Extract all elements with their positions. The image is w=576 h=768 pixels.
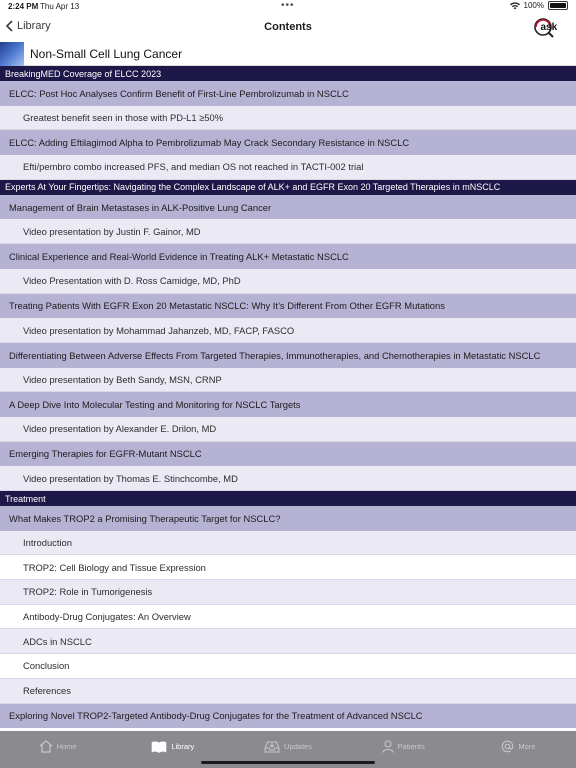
row-label: Antibody-Drug Conjugates: An Overview: [23, 611, 191, 623]
content-subitem[interactable]: [0, 417, 576, 442]
tab-label: More: [518, 742, 536, 751]
content-subitem[interactable]: [0, 155, 576, 180]
row-label: Video presentation by Justin F. Gainor, MD: [23, 225, 201, 237]
content-subitem[interactable]: [0, 531, 576, 556]
content-item[interactable]: [0, 343, 576, 368]
section-title: Non-Small Cell Lung Cancer: [30, 46, 183, 61]
house-icon: [39, 740, 53, 753]
content-subitem[interactable]: [0, 219, 576, 244]
row-label: ELCC: Adding Eftilagimod Alpha to Pembrolizumab May Crack Secondary Resistance in NSCLC: [9, 137, 410, 149]
row-label: Management of Brain Metastases in ALK-Positive Lung Cancer: [9, 201, 272, 213]
tab-label: Home: [56, 742, 77, 751]
wifi-icon: [510, 2, 520, 10]
content-subitem[interactable]: [0, 269, 576, 294]
content-item[interactable]: [0, 81, 576, 106]
row-label: ELCC: Post Hoc Analyses Confirm Benefit of First-Line Pembrolizumab in NSCLC: [9, 87, 349, 99]
row-label: Video presentation by Beth Sandy, MSN, CRNP: [23, 373, 222, 385]
status-time: 2:24 PM: [8, 2, 39, 11]
person-icon: [382, 740, 394, 753]
home-indicator: [201, 761, 375, 764]
category-header: [0, 180, 576, 195]
row-label: Efti/pembro combo increased PFS, and median OS not reached in TACTI-002 trial: [23, 161, 364, 173]
content-item[interactable]: [0, 392, 576, 417]
category-header: [0, 491, 576, 506]
content-subitem[interactable]: [0, 605, 576, 630]
status-bar: [0, 0, 576, 14]
ask-logo[interactable]: [532, 16, 564, 40]
row-label: Experts At Your Fingertips: Navigating the Complex Landscape of ALK+ and EGFR Exon 20 Targeted Therapies in mNSCLC: [5, 182, 501, 193]
content-subitem[interactable]: [0, 466, 576, 491]
content-subitem[interactable]: [0, 629, 576, 654]
row-label: Video presentation by Mohammad Jahanzeb, MD, FACP, FASCO: [23, 324, 295, 336]
row-label: References: [23, 685, 71, 697]
ask-logo-text: ask: [540, 22, 558, 33]
row-label: A Deep Dive Into Molecular Testing and Monitoring for NSCLC Targets: [9, 399, 301, 411]
row-label: Greatest benefit seen in those with PD-L1 ≥50%: [23, 112, 224, 124]
category-header: [0, 66, 576, 81]
row-label: Video presentation by Thomas E. Stinchcombe, MD: [23, 472, 238, 484]
row-label: Conclusion: [23, 660, 70, 672]
content-subitem[interactable]: [0, 555, 576, 580]
section-thumbnail: [0, 42, 24, 66]
multitask-dots[interactable]: •••: [281, 0, 295, 11]
tab-label: Updates: [284, 742, 312, 751]
status-date: Thu Apr 13: [40, 2, 80, 11]
row-label: TROP2: Cell Biology and Tissue Expression: [23, 561, 206, 573]
content-subitem[interactable]: [0, 679, 576, 704]
content-item[interactable]: [0, 195, 576, 220]
tray-icon: [264, 741, 280, 753]
tab-home[interactable]: [0, 731, 115, 768]
content-item[interactable]: [0, 704, 576, 729]
back-label: Library: [17, 20, 51, 32]
content-subitem[interactable]: [0, 654, 576, 679]
row-label: Exploring Novel TROP2-Targeted Antibody-Drug Conjugates for the Treatment of Advanced NSCLC: [9, 710, 423, 722]
row-label: BreakingMED Coverage of ELCC 2023: [5, 68, 162, 79]
content-subitem[interactable]: [0, 368, 576, 393]
content-item[interactable]: [0, 130, 576, 155]
tab-label: Library: [171, 742, 195, 751]
row-label: Video Presentation with D. Ross Camidge, MD, PhD: [23, 275, 241, 287]
section-header: [0, 42, 576, 66]
row-label: Emerging Therapies for EGFR-Mutant NSCLC: [9, 448, 202, 460]
content-item[interactable]: [0, 442, 576, 467]
content-subitem[interactable]: [0, 580, 576, 605]
content-item[interactable]: [0, 506, 576, 531]
content-item[interactable]: [0, 244, 576, 269]
status-right: [510, 1, 568, 10]
page-title: Contents: [264, 21, 312, 33]
navigation-bar: [0, 14, 576, 42]
row-label: Clinical Experience and Real-World Evidence in Treating ALK+ Metastatic NSCLC: [9, 250, 349, 262]
row-label: Introduction: [23, 537, 72, 549]
row-label: Differentiating Between Adverse Effects From Targeted Therapies, Immunotherapies, and Chemotherapies in Metastatic NSCLC: [9, 349, 541, 361]
at-icon: [501, 740, 514, 753]
book-icon: [151, 741, 167, 753]
battery-percent: 100%: [523, 1, 544, 10]
tab-label: Patients: [397, 742, 425, 751]
content-subitem[interactable]: [0, 318, 576, 343]
content-subitem[interactable]: [0, 106, 576, 131]
content-item[interactable]: [0, 294, 576, 319]
row-label: TROP2: Role in Tumorigenesis: [23, 586, 153, 598]
contents-list: [0, 66, 576, 728]
row-label: Treatment: [5, 493, 46, 504]
tab-more[interactable]: [461, 731, 576, 768]
row-label: Video presentation by Alexander E. Drilon, MD: [23, 423, 217, 435]
row-label: Treating Patients With EGFR Exon 20 Metastatic NSCLC: Why It’s Different From Other EGFR Mutations: [9, 300, 445, 312]
row-label: ADCs in NSCLC: [23, 635, 92, 647]
battery-icon: [548, 1, 568, 10]
row-label: What Makes TROP2 a Promising Therapeutic Target for NSCLC?: [9, 512, 281, 524]
